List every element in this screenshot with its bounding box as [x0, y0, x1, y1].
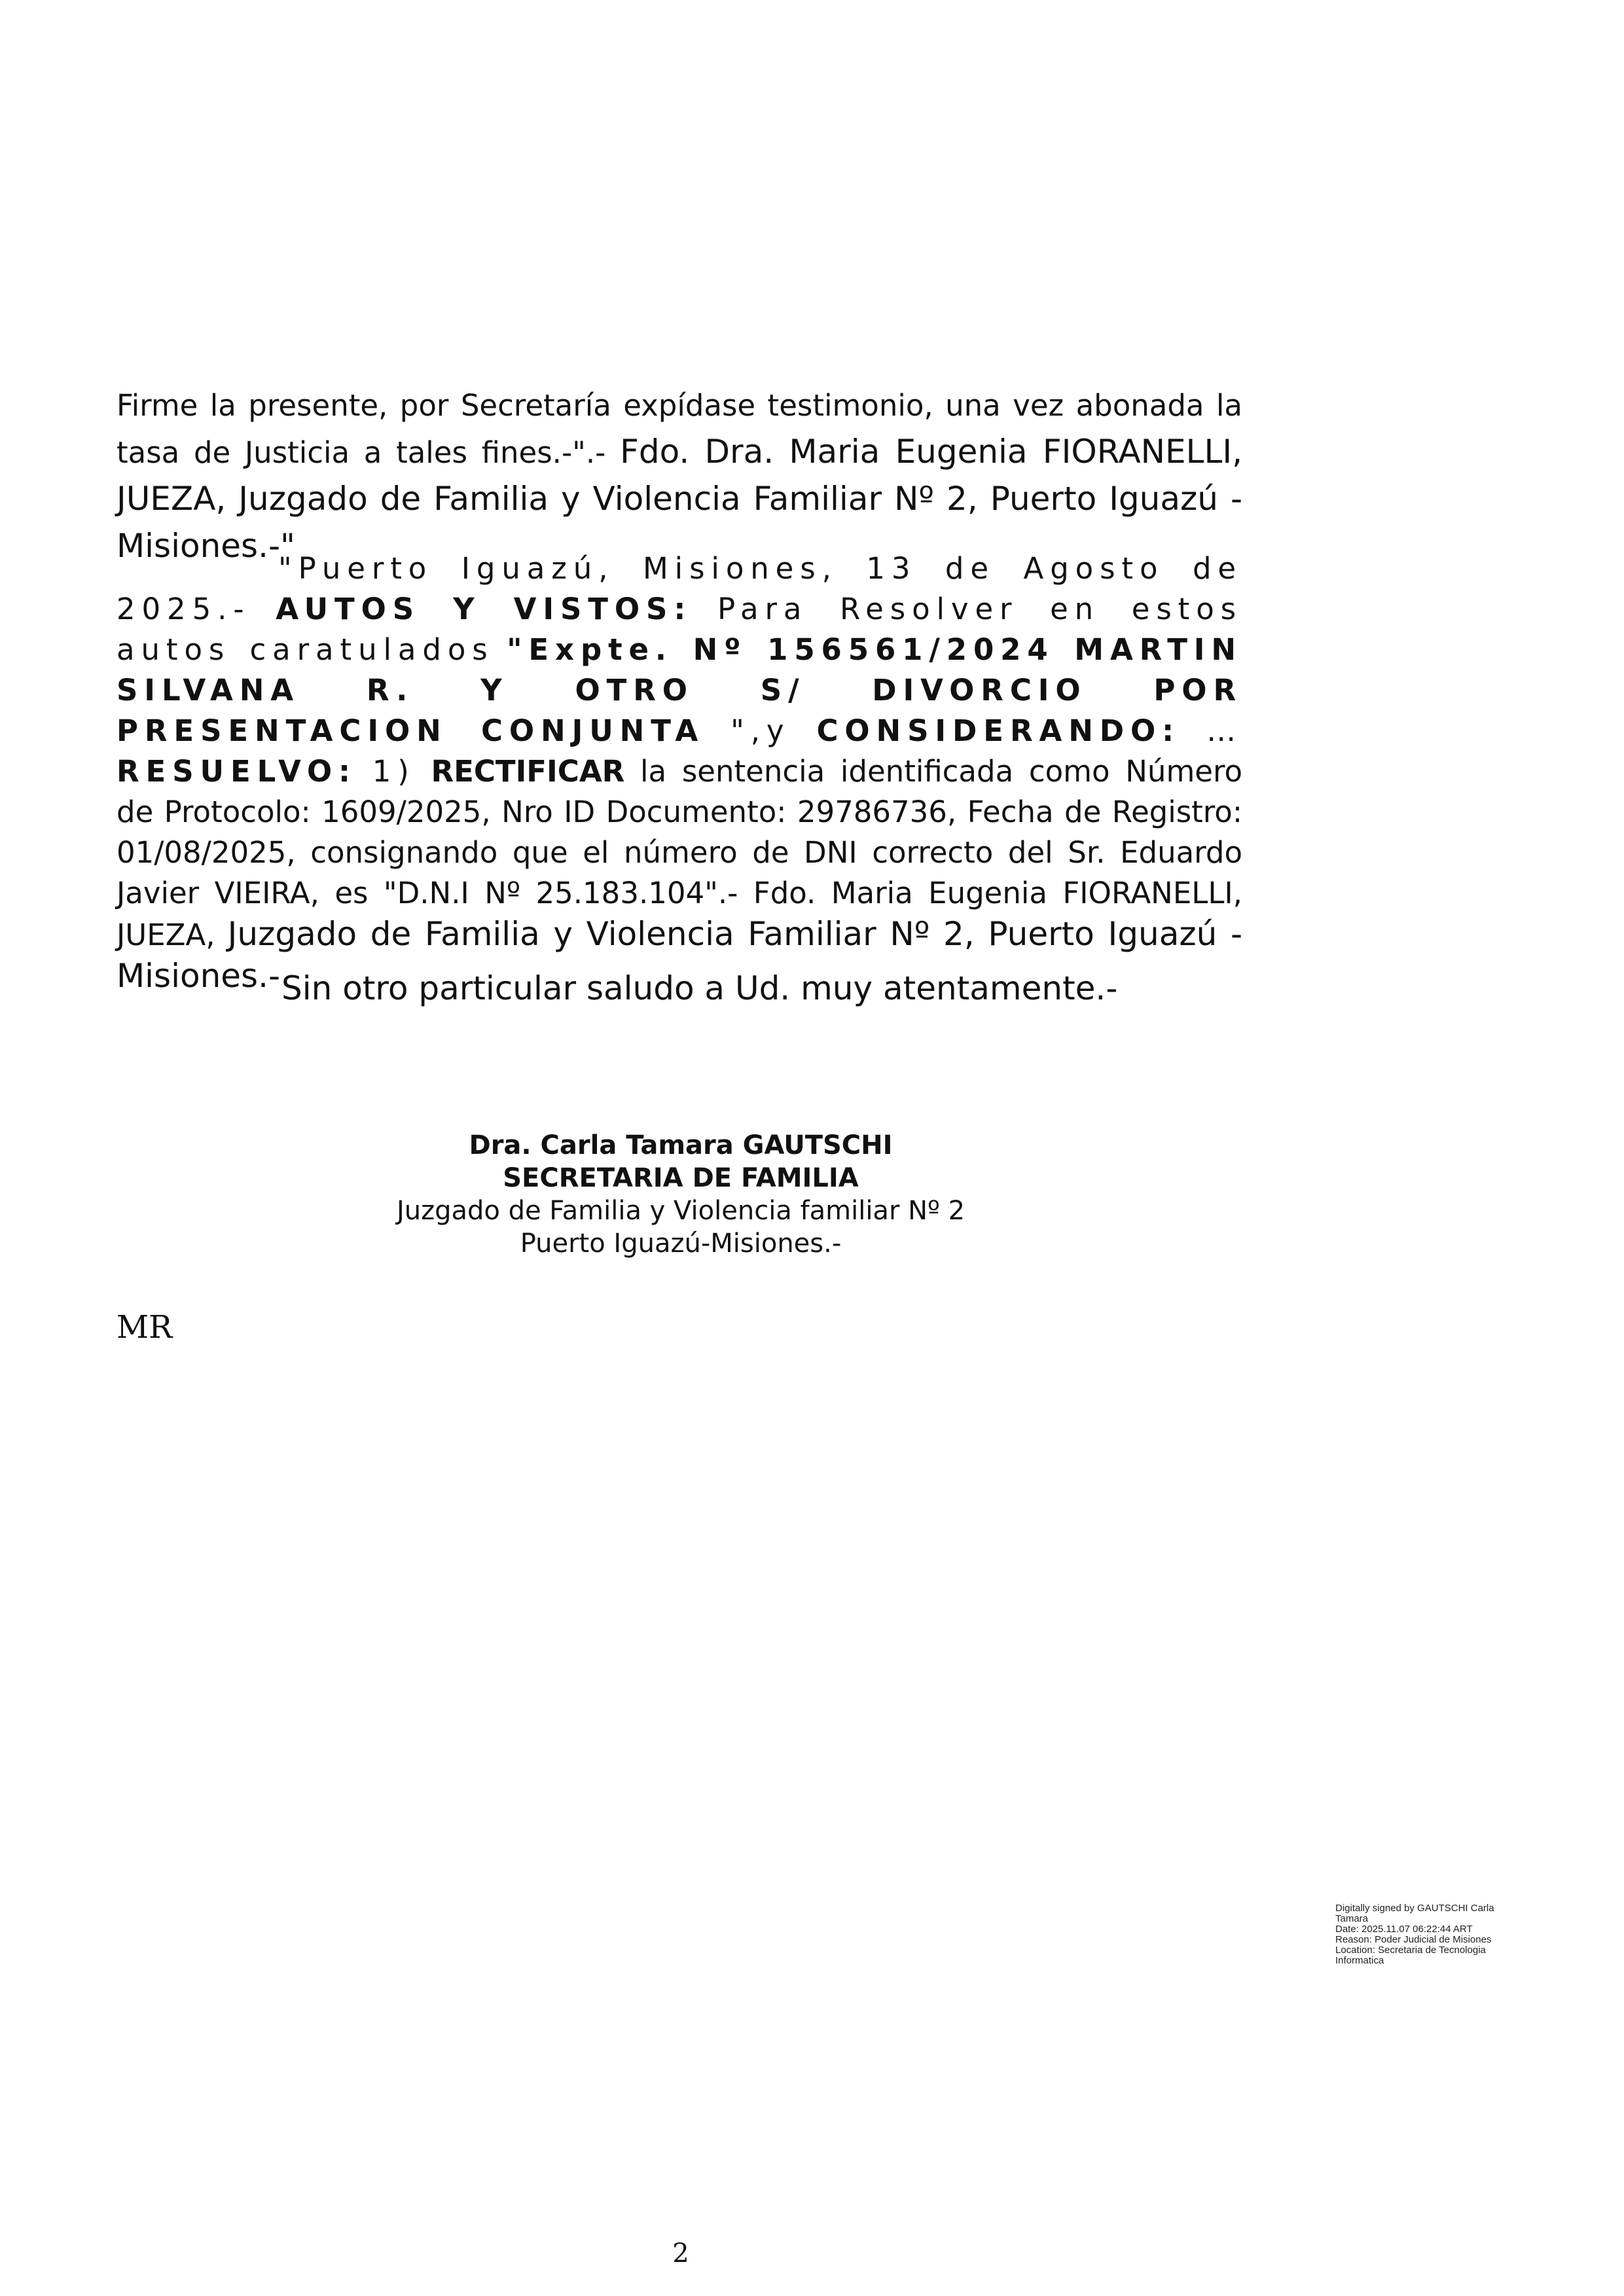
case-title: "Expte. Nº 156561/2024 MARTIN SILVANA R. Y OTRO S/ DIVORCIO POR PRESENTACION CONJUNTA [117, 632, 1242, 748]
autos-vistos-heading: AUTOS Y VISTOS: [276, 592, 693, 626]
digital-signature-signed-by: Digitally signed by GAUTSCHI Carla Tamara [1335, 1903, 1494, 1924]
para-resolver-text: Para Resolver en estos autos caratulados [117, 592, 1243, 667]
signatory-name: Dra. Carla Tamara GAUTSCHI [469, 1130, 893, 1160]
resuelvo-heading: RESUELVO: [117, 754, 357, 789]
paragraph-testimonio [117, 383, 1242, 570]
resolution-opening: "Puerto Iguazú, Misiones, 13 de Agosto de 2025.- [117, 551, 1242, 626]
paragraph-1-signature-text: Fdo. Dra. Maria Eugenia FIORANELLI, JUEZA, Juzgado de Familia y Violencia Familiar Nº 2, Puerto Iguazú - Misiones.-" [117, 433, 1242, 565]
paragraph-resolution [117, 548, 1242, 997]
ellipsis-text: … [1206, 713, 1243, 748]
resolution-body: la sentencia identificada como Número de Protocolo: 1609/2025, Nro ID Documento: 29786736, Fecha de Registro: 01/08/2025, consignando que el número de DNI correcto del Sr. Eduardo Javier VIEIRA, es "D.N.I Nº 25.183.104".- Fdo. Maria Eugenia FIORANELLI, JUEZA, [117, 754, 1243, 952]
signature-block [295, 1129, 1067, 1260]
typist-initials: MR [117, 1309, 173, 1346]
signatory-court: Juzgado de Familia y Violencia familiar Nº 2 [396, 1196, 965, 1226]
signatory-location: Puerto Iguazú-Misiones.- [520, 1229, 842, 1259]
closing-line: Sin otro particular saludo a Ud. muy atentamente.- [281, 969, 1118, 1007]
digital-signature-reason: Reason: Poder Judicial de Misiones [1335, 1934, 1492, 1945]
item-number: 1) [372, 754, 416, 789]
signatory-role: SECRETARIA DE FAMILIA [503, 1163, 859, 1193]
rectificar-heading: RECTIFICAR [431, 754, 625, 789]
quote-y-text: ",y [731, 713, 791, 748]
digital-signature-location: Location: Secretaria de Tecnologia Informatica [1335, 1945, 1486, 1966]
page-number: 2 [672, 2238, 689, 2269]
digital-signature-stamp [1335, 1903, 1519, 1966]
resolution-court: Juzgado de Familia y Violencia Familiar Nº 2, Puerto Iguazú - Misiones.- [117, 915, 1242, 995]
digital-signature-date: Date: 2025.11.07 06:22:44 ART [1335, 1924, 1473, 1935]
considerando-heading: CONSIDERANDO: [816, 713, 1181, 748]
paragraph-1-text: Firme la presente, por Secretaría expídase testimonio, una vez abonada la tasa de Justicia a tales fines.-".- [117, 388, 1242, 470]
